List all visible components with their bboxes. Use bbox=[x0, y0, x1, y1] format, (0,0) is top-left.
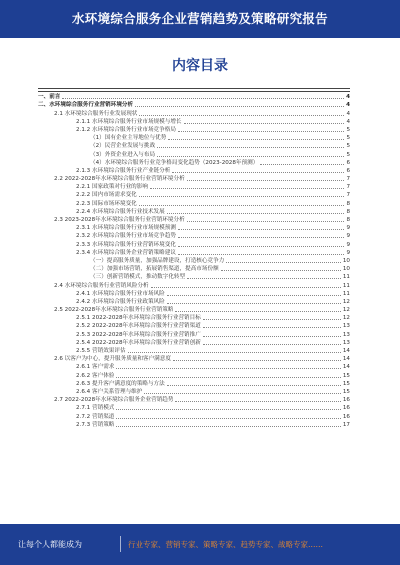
toc-leader-dots bbox=[116, 426, 340, 427]
toc-entry-text: 2.4 水环境综合服务行业营销风险分析 bbox=[54, 282, 149, 289]
toc-entry-text: 2.3.1 水环境综合服务行业市场规模预测 bbox=[76, 225, 176, 232]
toc-leader-dots bbox=[173, 360, 341, 361]
toc-entry[interactable] bbox=[38, 216, 350, 224]
toc-page-number: 11 bbox=[342, 282, 350, 289]
toc-page-number: 9 bbox=[346, 225, 350, 232]
toc-entry-text: 2.3.3 水环境综合服务行业营销环境变化 bbox=[76, 241, 176, 248]
toc-entry[interactable] bbox=[38, 421, 350, 429]
toc-entry[interactable] bbox=[38, 330, 350, 338]
toc-leader-dots bbox=[178, 131, 345, 132]
toc-page-number: 5 bbox=[346, 135, 350, 142]
toc-entry[interactable] bbox=[38, 175, 350, 183]
toc-entry-text: （三）创新营销模式，推动数字化转型 bbox=[90, 274, 186, 281]
toc-entry-text: 2.5.4 2022-2028年水环境综合服务行业营销创新 bbox=[76, 339, 201, 346]
table-of-contents bbox=[38, 88, 350, 429]
toc-entry[interactable] bbox=[38, 339, 350, 347]
toc-entry[interactable] bbox=[38, 93, 350, 101]
toc-leader-dots bbox=[175, 311, 340, 312]
toc-page-number: 12 bbox=[342, 315, 350, 322]
toc-page-number: 8 bbox=[346, 208, 350, 215]
toc-page-number: 9 bbox=[346, 241, 350, 248]
toc-page-number: 14 bbox=[342, 364, 350, 371]
toc-leader-dots bbox=[116, 418, 340, 419]
toc-entry-text: （2）民营企业发展与挑战 bbox=[90, 143, 156, 150]
toc-leader-dots bbox=[187, 221, 345, 222]
toc-entry-text: （二）加强市场营销，拓展销售渠道，提高市场份额 bbox=[90, 266, 219, 273]
toc-entry-text: 2.7.3 营销策略 bbox=[76, 421, 115, 428]
toc-page-number: 12 bbox=[342, 298, 350, 305]
toc-heading: 内容目录 bbox=[172, 58, 228, 74]
toc-page-number: 5 bbox=[346, 126, 350, 133]
toc-leader-dots bbox=[203, 344, 341, 345]
toc-entry[interactable] bbox=[38, 159, 350, 167]
toc-leader-dots bbox=[184, 123, 345, 124]
toc-leader-dots bbox=[139, 196, 345, 197]
toc-entry[interactable] bbox=[38, 199, 350, 207]
toc-entry[interactable] bbox=[38, 298, 350, 306]
toc-leader-dots bbox=[157, 156, 344, 157]
footer-slogan: 让每个人都能成为 bbox=[18, 540, 82, 549]
toc-entry[interactable] bbox=[38, 322, 350, 330]
toc-entry-text: （一）提高服务质量，加强品牌建设，打造核心竞争力 bbox=[90, 257, 225, 264]
toc-leader-dots bbox=[157, 147, 344, 148]
toc-entry-text: 2.5.3 2022-2028年水环境综合服务行业营销推广 bbox=[76, 331, 201, 338]
toc-leader-dots bbox=[178, 254, 345, 255]
toc-entry[interactable] bbox=[38, 380, 350, 388]
toc-entry[interactable] bbox=[38, 142, 350, 150]
toc-page-number: 4 bbox=[346, 94, 350, 101]
toc-page-number: 16 bbox=[342, 413, 350, 420]
toc-entry-text: 2.7.2 营销渠道 bbox=[76, 413, 115, 420]
toc-entry-text: 2.1.2 水环境综合服务行业市场竞争格局 bbox=[76, 126, 176, 133]
toc-leader-dots bbox=[116, 377, 340, 378]
toc-page-number: 10 bbox=[342, 266, 350, 273]
toc-entry-text: 2.4.2 水环境综合服务行业政策风险 bbox=[76, 298, 165, 305]
toc-entry-text: 2.1 水环境综合服务行业发展现状 bbox=[54, 110, 138, 117]
toc-entry-text: （1）国有企业主导地位与优势 bbox=[90, 135, 167, 142]
toc-leader-dots bbox=[128, 352, 341, 353]
toc-entry[interactable] bbox=[38, 249, 350, 257]
toc-page-number: 7 bbox=[346, 192, 350, 199]
toc-top-rule bbox=[38, 88, 350, 92]
toc-page-number: 11 bbox=[342, 290, 350, 297]
toc-entry-text: （4）水环境综合服务行业竞争格局变化趋势（2023-2028年预测） bbox=[90, 159, 259, 166]
toc-page-number: 4 bbox=[346, 110, 350, 117]
toc-leader-dots bbox=[175, 401, 340, 402]
toc-leader-dots bbox=[221, 270, 341, 271]
toc-entry-text: 2.2 2022-2028年水环境综合服务行业营销环境分析 bbox=[54, 176, 185, 183]
toc-page-number: 13 bbox=[342, 339, 350, 346]
toc-entry[interactable] bbox=[38, 167, 350, 175]
footer-divider bbox=[120, 536, 121, 552]
toc-entry[interactable] bbox=[38, 134, 350, 142]
toc-leader-dots bbox=[167, 303, 341, 304]
toc-entry[interactable] bbox=[38, 273, 350, 281]
toc-leader-dots bbox=[139, 205, 345, 206]
toc-entry-text: 2.3.2 水环境综合服务行业市场竞争趋势 bbox=[76, 233, 176, 240]
toc-page-number: 9 bbox=[346, 249, 350, 256]
toc-entry[interactable] bbox=[38, 257, 350, 265]
toc-entry[interactable] bbox=[38, 126, 350, 134]
report-title: 水环境综合服务企业营销趋势及策略研究报告 bbox=[71, 11, 328, 26]
toc-page-number: 13 bbox=[342, 331, 350, 338]
toc-entry[interactable] bbox=[38, 208, 350, 216]
toc-page-number: 13 bbox=[342, 323, 350, 330]
toc-page-number: 12 bbox=[342, 307, 350, 314]
toc-entry-text: （3）外资企业进入与布局 bbox=[90, 151, 156, 158]
toc-page-number: 8 bbox=[346, 200, 350, 207]
toc-entry-text: 二、水环境综合服务行业营销环境分析 bbox=[38, 102, 134, 109]
toc-leader-dots bbox=[167, 213, 345, 214]
toc-page-number: 14 bbox=[342, 348, 350, 354]
toc-leader-dots bbox=[203, 319, 341, 320]
toc-entry[interactable] bbox=[38, 412, 350, 420]
toc-leader-dots bbox=[226, 262, 341, 263]
toc-leader-dots bbox=[151, 287, 341, 288]
toc-entry[interactable] bbox=[38, 314, 350, 322]
toc-entry[interactable] bbox=[38, 396, 350, 404]
toc-leader-dots bbox=[172, 172, 344, 173]
toc-entry-text: 2.6.3 提升客户满意度的策略与方法 bbox=[76, 380, 165, 387]
toc-entry-text: 2.2.4 水环境综合服务行业技术发展 bbox=[76, 208, 165, 215]
toc-page-number: 17 bbox=[342, 421, 350, 428]
toc-entry[interactable] bbox=[38, 101, 350, 109]
toc-entry[interactable] bbox=[38, 404, 350, 412]
toc-leader-dots bbox=[139, 115, 344, 116]
toc-leader-dots bbox=[203, 327, 341, 328]
toc-page-number: 4 bbox=[346, 118, 350, 125]
toc-page-number: 16 bbox=[342, 405, 350, 412]
toc-leader-dots bbox=[144, 393, 341, 394]
toc-entry[interactable] bbox=[38, 240, 350, 248]
toc-leader-dots bbox=[116, 409, 340, 410]
toc-leader-dots bbox=[260, 164, 344, 165]
header-banner bbox=[0, 0, 400, 38]
toc-leader-dots bbox=[187, 180, 345, 181]
toc-leader-dots bbox=[135, 106, 344, 107]
toc-entry[interactable] bbox=[38, 183, 350, 191]
toc-entry[interactable] bbox=[38, 371, 350, 379]
toc-page-number: 7 bbox=[346, 184, 350, 191]
footer-tagline: 行业专家、营销专家、策略专家、趋势专家、战略专家…… bbox=[128, 540, 323, 549]
toc-entry-text: 2.2.1 国家政策对行业的影响 bbox=[76, 184, 148, 191]
toc-entry-text: 2.3 2023-2028年水环境综合服务行业营销环境分析 bbox=[54, 217, 185, 223]
toc-entry[interactable] bbox=[38, 388, 350, 396]
toc-page-number: 6 bbox=[346, 167, 350, 174]
toc-leader-dots bbox=[150, 188, 344, 189]
toc-page-number: 15 bbox=[342, 388, 350, 395]
toc-leader-dots bbox=[167, 295, 341, 296]
toc-leader-dots bbox=[167, 385, 341, 386]
toc-entry[interactable] bbox=[38, 232, 350, 240]
toc-page-number: 9 bbox=[346, 233, 350, 240]
toc-entry-text: 2.1.1 水环境综合服务行业市场规模与增长 bbox=[76, 118, 182, 125]
toc-page-number: 7 bbox=[346, 176, 350, 183]
toc-entry-text: 2.6 以客户为中心，提升服务质量和客户满意度 bbox=[54, 356, 171, 363]
toc-page-number: 8 bbox=[346, 217, 350, 223]
toc-leader-dots bbox=[178, 237, 345, 238]
toc-page-number: 15 bbox=[342, 372, 350, 379]
toc-page-number: 14 bbox=[342, 356, 350, 363]
toc-entry-text: 2.2.2 国内市场需求变化 bbox=[76, 192, 137, 199]
toc-entry-text: 2.7.1 营销模式 bbox=[76, 405, 115, 412]
toc-entry-text: 2.6.4 客户关系管理与维护 bbox=[76, 388, 143, 395]
toc-entry[interactable] bbox=[38, 191, 350, 199]
toc-entry-text: 2.3.4 水环境综合服务企业营销策略建议 bbox=[76, 249, 176, 256]
toc-leader-dots bbox=[178, 246, 345, 247]
toc-leader-dots bbox=[116, 368, 340, 369]
toc-leader-dots bbox=[168, 139, 344, 140]
toc-entry-text: 2.5.1 2022-2028年水环境综合服务行业营销目标 bbox=[76, 315, 201, 322]
toc-entry-text: 2.1.3 水环境综合服务行业产业链分析 bbox=[76, 167, 171, 174]
toc-entry-text: 一、前言 bbox=[38, 94, 61, 101]
toc-entry[interactable] bbox=[38, 150, 350, 158]
toc-entry[interactable] bbox=[38, 363, 350, 371]
toc-entry-text: 2.5.2 2022-2028年水环境综合服务行业营销渠道 bbox=[76, 323, 201, 330]
toc-entry[interactable] bbox=[38, 281, 350, 289]
toc-entry-text: 2.6.1 客户需求 bbox=[76, 364, 115, 371]
toc-entry[interactable] bbox=[38, 355, 350, 363]
toc-entry[interactable] bbox=[38, 347, 350, 355]
toc-leader-dots bbox=[62, 98, 344, 99]
toc-entry[interactable] bbox=[38, 118, 350, 126]
toc-page-number: 6 bbox=[346, 159, 350, 166]
toc-page-number: 4 bbox=[346, 102, 350, 109]
toc-leader-dots bbox=[178, 229, 345, 230]
toc-entry[interactable] bbox=[38, 306, 350, 314]
toc-page-number: 15 bbox=[342, 380, 350, 387]
footer-banner bbox=[0, 524, 400, 565]
toc-page-number: 10 bbox=[342, 257, 350, 264]
toc-leader-dots bbox=[203, 336, 341, 337]
toc-entry[interactable] bbox=[38, 290, 350, 298]
toc-entry[interactable] bbox=[38, 109, 350, 117]
toc-entry-text: 2.2.3 国际市场环境变化 bbox=[76, 200, 137, 207]
toc-entry-text: 2.6.2 客户体验 bbox=[76, 372, 115, 379]
toc-entry-text: 2.4.1 水环境综合服务行业市场风险 bbox=[76, 290, 165, 297]
toc-entry[interactable] bbox=[38, 224, 350, 232]
toc-entry-text: 2.5.5 营销效果评估 bbox=[76, 348, 126, 354]
toc-page-number: 16 bbox=[342, 397, 350, 404]
toc-page-number: 11 bbox=[342, 274, 350, 281]
toc-entry[interactable] bbox=[38, 265, 350, 273]
toc-page-number: 5 bbox=[346, 143, 350, 150]
toc-entry-text: 2.5 2022-2028年水环境综合服务行业营销策略 bbox=[54, 307, 174, 314]
toc-leader-dots bbox=[187, 278, 341, 279]
toc-entry-text: 2.7 2022-2028年水环境综合服务企业营销趋势 bbox=[54, 397, 174, 404]
toc-page-number: 5 bbox=[346, 151, 350, 158]
